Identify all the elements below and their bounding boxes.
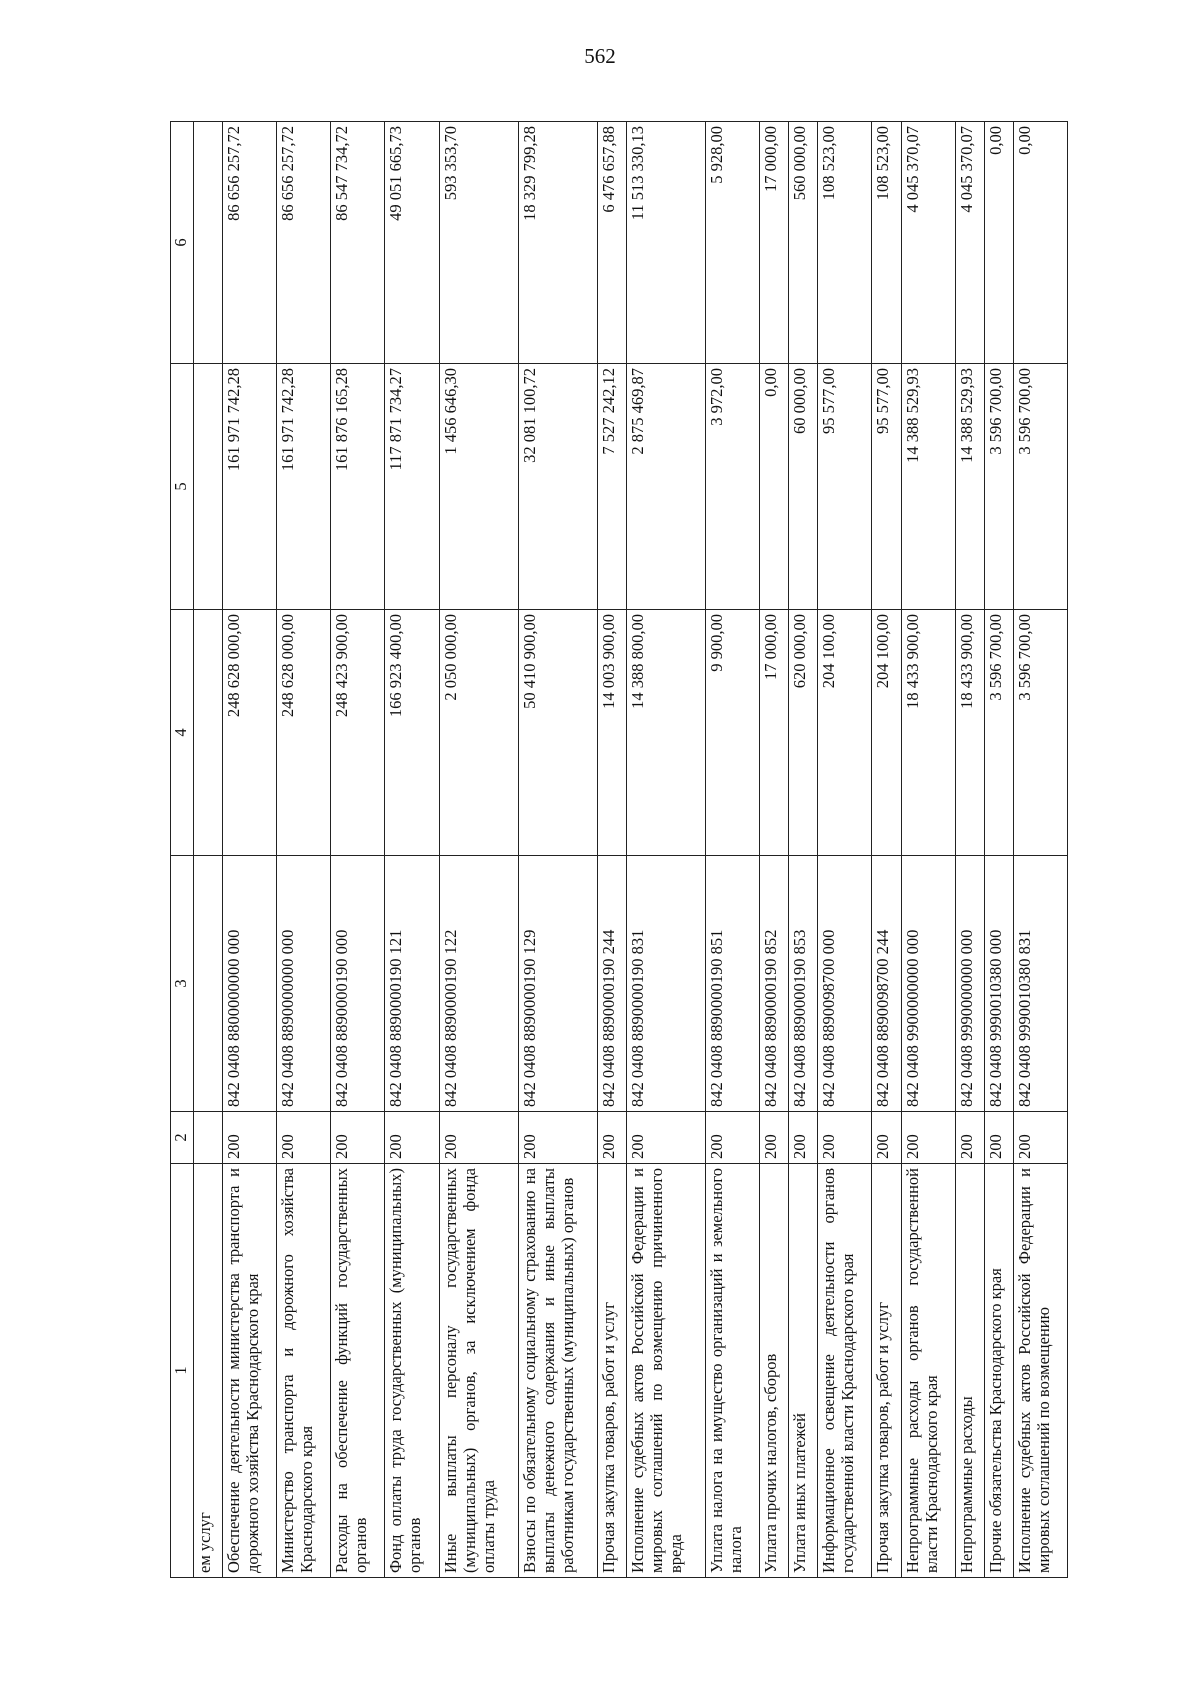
table-row: [1013, 122, 1067, 1578]
row-classification-code: 842 0408 9900000000 000: [901, 856, 955, 1112]
row-classification-code: 842 0408 8890000190 852: [760, 856, 789, 1112]
column-header: 3: [171, 856, 194, 1112]
row-section-code: 200: [872, 1112, 901, 1164]
row-name: Прочая закупка товаров, работ и услуг: [872, 1164, 901, 1578]
row-value-col5: 95 577,00: [872, 364, 901, 610]
row-classification-code: 842 0408 8890000190 853: [789, 856, 818, 1112]
row-name: Исполнение судебных актов Российской Федерации и мировых соглашений по возмещению: [1013, 1164, 1067, 1578]
row-classification-code: 842 0408 9990010380 000: [984, 856, 1013, 1112]
row-value-col6: 0,00: [984, 122, 1013, 364]
table-row: [439, 122, 518, 1578]
row-value-col6: 11 513 330,13: [626, 122, 705, 364]
row-section-code: 200: [439, 1112, 518, 1164]
row-value-col4: 248 628 000,00: [277, 610, 331, 856]
row-classification-code: 842 0408 8890000190 129: [518, 856, 597, 1112]
row-value-col5: 14 388 529,93: [955, 364, 984, 610]
row-value-col5: 60 000,00: [789, 364, 818, 610]
row-value-col4: 248 423 900,00: [331, 610, 385, 856]
row-value-col5: 3 972,00: [706, 364, 760, 610]
row-value-col4: 204 100,00: [872, 610, 901, 856]
table-row: [955, 122, 984, 1578]
row-value-col6: 5 928,00: [706, 122, 760, 364]
row-classification-code: 842 0408 9990000000 000: [955, 856, 984, 1112]
row-value-col6: 4 045 370,07: [955, 122, 984, 364]
row-name: Прочая закупка товаров, работ и услуг: [597, 1164, 626, 1578]
row-section-code: 200: [818, 1112, 872, 1164]
table-row: [518, 122, 597, 1578]
row-section-code: 200: [223, 1112, 277, 1164]
row-value-col5: 1 456 646,30: [439, 364, 518, 610]
row-section-code: 200: [984, 1112, 1013, 1164]
row-name: Обеспечение деятельности министерства транспорта и дорожного хозяйства Краснодарского края: [223, 1164, 277, 1578]
row-name: Иные выплаты персоналу государственных (муниципальных) органов, за исключением фонда оплаты труда: [439, 1164, 518, 1578]
row-value-col6: 86 656 257,72: [277, 122, 331, 364]
continuation-text: ем услуг: [194, 1164, 223, 1578]
row-name: Информационное освещение деятельности органов государственной власти Краснодарского края: [818, 1164, 872, 1578]
row-section-code: 200: [760, 1112, 789, 1164]
table-row: [385, 122, 439, 1578]
header-row: [171, 122, 194, 1578]
column-header: 5: [171, 364, 194, 610]
row-value-col5: 2 875 469,87: [626, 364, 705, 610]
table-row: [872, 122, 901, 1578]
row-value-col6: 0,00: [1013, 122, 1067, 364]
row-section-code: 200: [955, 1112, 984, 1164]
row-value-col5: 3 596 700,00: [984, 364, 1013, 610]
row-value-col6: 593 353,70: [439, 122, 518, 364]
row-name: Непрограммные расходы: [955, 1164, 984, 1578]
row-value-col5: 117 871 734,27: [385, 364, 439, 610]
column-header: 4: [171, 610, 194, 856]
row-name: Взносы по обязательному социальному страхованию на выплаты денежного содержания и иные выплаты работникам государственных (муниципальных) органов: [518, 1164, 597, 1578]
row-value-col4: 620 000,00: [789, 610, 818, 856]
row-value-col4: 17 000,00: [760, 610, 789, 856]
row-value-col5: 7 527 242,12: [597, 364, 626, 610]
empty-cell: [194, 1112, 223, 1164]
row-value-col4: 14 003 900,00: [597, 610, 626, 856]
rotated-table-container: [170, 122, 1068, 1578]
row-value-col5: 95 577,00: [818, 364, 872, 610]
continuation-row: [194, 122, 223, 1578]
row-section-code: 200: [385, 1112, 439, 1164]
row-section-code: 200: [277, 1112, 331, 1164]
row-value-col4: 3 596 700,00: [984, 610, 1013, 856]
table-row: [818, 122, 872, 1578]
row-value-col5: 161 971 742,28: [223, 364, 277, 610]
row-section-code: 200: [901, 1112, 955, 1164]
row-value-col6: 4 045 370,07: [901, 122, 955, 364]
row-value-col4: 50 410 900,00: [518, 610, 597, 856]
row-section-code: 200: [626, 1112, 705, 1164]
empty-cell: [194, 856, 223, 1112]
row-value-col6: 108 523,00: [872, 122, 901, 364]
row-classification-code: 842 0408 9990010380 831: [1013, 856, 1067, 1112]
table-row: [789, 122, 818, 1578]
row-section-code: 200: [789, 1112, 818, 1164]
row-name: Фонд оплаты труда государственных (муниципальных) органов: [385, 1164, 439, 1578]
row-value-col4: 2 050 000,00: [439, 610, 518, 856]
table-row: [984, 122, 1013, 1578]
column-header: 2: [171, 1112, 194, 1164]
table-row: [760, 122, 789, 1578]
row-value-col6: 17 000,00: [760, 122, 789, 364]
row-section-code: 200: [1013, 1112, 1067, 1164]
empty-cell: [194, 364, 223, 610]
row-name: Непрограммные расходы органов государственной власти Краснодарского края: [901, 1164, 955, 1578]
table-row: [626, 122, 705, 1578]
row-name: Расходы на обеспечение функций государственных органов: [331, 1164, 385, 1578]
row-classification-code: 842 0408 8890000190 122: [439, 856, 518, 1112]
row-classification-code: 842 0408 8890000190 831: [626, 856, 705, 1112]
row-name: Исполнение судебных актов Российской Федерации и мировых соглашений по возмещению причиненного вреда: [626, 1164, 705, 1578]
budget-table: [170, 121, 1068, 1578]
row-classification-code: 842 0408 8890000190 000: [331, 856, 385, 1112]
table-row: [901, 122, 955, 1578]
row-classification-code: 842 0408 8890000000 000: [277, 856, 331, 1112]
row-value-col6: 6 476 657,88: [597, 122, 626, 364]
table-row: [706, 122, 760, 1578]
row-value-col4: 14 388 800,00: [626, 610, 705, 856]
row-value-col4: 18 433 900,00: [955, 610, 984, 856]
row-value-col6: 18 329 799,28: [518, 122, 597, 364]
table-row: [597, 122, 626, 1578]
table-row: [223, 122, 277, 1578]
row-classification-code: 842 0408 8890000190 121: [385, 856, 439, 1112]
row-value-col4: 166 923 400,00: [385, 610, 439, 856]
row-value-col4: 3 596 700,00: [1013, 610, 1067, 856]
empty-cell: [194, 122, 223, 364]
row-classification-code: 842 0408 8800000000 000: [223, 856, 277, 1112]
row-section-code: 200: [331, 1112, 385, 1164]
row-value-col5: 161 876 165,28: [331, 364, 385, 610]
row-name: Прочие обязательства Краснодарского края: [984, 1164, 1013, 1578]
column-header: 6: [171, 122, 194, 364]
row-classification-code: 842 0408 8890098700 244: [872, 856, 901, 1112]
row-name: Министерство транспорта и дорожного хозяйства Краснодарского края: [277, 1164, 331, 1578]
row-value-col4: 18 433 900,00: [901, 610, 955, 856]
row-classification-code: 842 0408 8890098700 000: [818, 856, 872, 1112]
row-name: Уплата прочих налогов, сборов: [760, 1164, 789, 1578]
row-section-code: 200: [597, 1112, 626, 1164]
row-name: Уплата налога на имущество организаций и земельного налога: [706, 1164, 760, 1578]
row-value-col6: 108 523,00: [818, 122, 872, 364]
row-value-col5: 32 081 100,72: [518, 364, 597, 610]
row-section-code: 200: [706, 1112, 760, 1164]
row-value-col6: 560 000,00: [789, 122, 818, 364]
row-value-col6: 86 547 734,72: [331, 122, 385, 364]
row-value-col5: 14 388 529,93: [901, 364, 955, 610]
row-value-col5: 161 971 742,28: [277, 364, 331, 610]
row-section-code: 200: [518, 1112, 597, 1164]
row-value-col6: 49 051 665,73: [385, 122, 439, 364]
page-number: 562: [584, 44, 616, 68]
row-name: Уплата иных платежей: [789, 1164, 818, 1578]
column-header: 1: [171, 1164, 194, 1578]
row-value-col5: 3 596 700,00: [1013, 364, 1067, 610]
table-row: [331, 122, 385, 1578]
table-row: [277, 122, 331, 1578]
row-classification-code: 842 0408 8890000190 851: [706, 856, 760, 1112]
row-value-col6: 86 656 257,72: [223, 122, 277, 364]
row-classification-code: 842 0408 8890000190 244: [597, 856, 626, 1112]
row-value-col5: 0,00: [760, 364, 789, 610]
row-value-col4: 204 100,00: [818, 610, 872, 856]
row-value-col4: 248 628 000,00: [223, 610, 277, 856]
row-value-col4: 9 900,00: [706, 610, 760, 856]
empty-cell: [194, 610, 223, 856]
